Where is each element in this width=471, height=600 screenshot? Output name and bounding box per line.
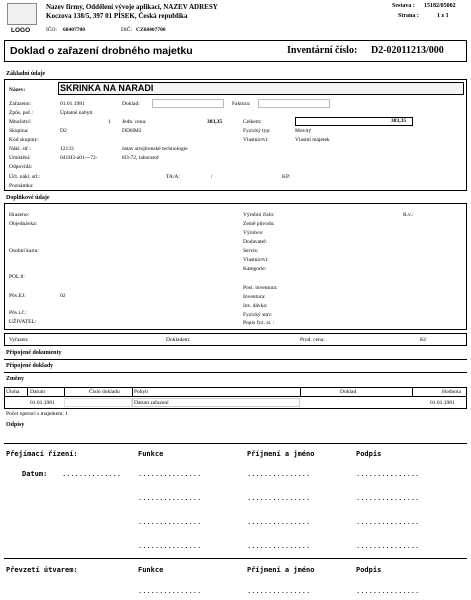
posl-inventura-label: Posl. inventura: xyxy=(243,285,278,291)
kategorie-label: Kategorie: xyxy=(243,266,267,272)
col-divider xyxy=(27,387,28,396)
fyz-typ-label: Fyzický typ: xyxy=(243,128,271,134)
popis-fyz-label: Popis fyz. st. : xyxy=(243,320,275,326)
dots-datum: .............. xyxy=(62,470,122,478)
logo: LOGO xyxy=(11,27,31,34)
dots-podpis-1: ............... xyxy=(356,470,420,478)
dots-prijmeni-4: ............... xyxy=(247,542,311,550)
col-divider xyxy=(412,387,413,396)
strana-label: Strana : xyxy=(398,13,419,19)
prejimaci-label: Přejímací řízení: xyxy=(6,450,78,458)
nazev-value: SKRINKA NA NARADI xyxy=(60,83,154,93)
zakladni-box xyxy=(4,79,467,191)
podpis-header-2: Podpis xyxy=(356,566,382,574)
col-header-pohyb: Pohyb xyxy=(134,389,149,395)
row-cislo-field xyxy=(64,398,132,407)
fyz-stav-label: Fyzický stav: xyxy=(243,312,273,318)
umisteni-desc: H3-72, laboratoř xyxy=(122,155,159,161)
row-pohyb: Datum zařazení xyxy=(134,400,169,406)
dots-prijmeni-3: ............... xyxy=(247,518,311,526)
doklad-field xyxy=(152,99,224,108)
kod-skup-label: Kód skupiny: xyxy=(9,137,39,143)
datum-label: Datum: xyxy=(22,470,48,478)
zarazeno-label: Zařazeno: xyxy=(9,101,31,107)
section-doplnkove: Doplňkové údaje xyxy=(6,195,50,201)
col-header-doklad: Doklad xyxy=(340,389,357,395)
kc-label: Kč xyxy=(420,337,427,343)
faktura-field xyxy=(258,99,330,108)
logo-box xyxy=(7,3,37,25)
zarazeno-value: 01.01.1981 xyxy=(60,101,85,107)
sig-mid-line xyxy=(4,558,467,559)
company-line1: Nazev firmy, Oddělení vývoje aplikací, NAZEV ADRESY xyxy=(46,3,218,11)
section-zmeny: Změny xyxy=(6,376,24,382)
vyrobce-label: Výrobce: xyxy=(243,230,264,236)
nakl-stred-desc: ústav strojírenské technologie xyxy=(122,146,188,152)
inv-label: Inventární číslo: xyxy=(287,45,358,56)
rv-label: R.v.: xyxy=(403,212,414,218)
doc-title: Doklad o zařazení drobného majetku xyxy=(10,45,193,57)
skupina-code: DDHM2 xyxy=(122,128,142,134)
vlastnictvi-value: Vlastní majetek xyxy=(295,137,330,143)
vlastnictvi2-label: Vlastnictví: xyxy=(243,257,269,263)
prijmeni-header-2: Příjmení a jméno xyxy=(247,566,315,574)
nazev-label: Název: xyxy=(9,87,26,93)
vyrobni-cislo-label: Výrobní číslo: xyxy=(243,212,275,218)
zpusob-label: Způs. poř.: xyxy=(9,110,33,116)
section-pripojene-doklady: Připojené doklady xyxy=(6,363,54,369)
dots-podpis-3: ............... xyxy=(356,518,420,526)
dots-funkce-3: ............... xyxy=(138,518,202,526)
dodavatel-label: Dodavatel: xyxy=(243,239,268,245)
umisteni-label: Umístění: xyxy=(9,155,31,161)
sig-top-line xyxy=(4,443,467,444)
section-zakladni: Základní údaje xyxy=(6,71,46,77)
jedn-cena-label: Jedn. cena: xyxy=(122,119,147,125)
dic-value: CZ68407700 xyxy=(136,27,166,33)
jedn-cena-value: 383,35 xyxy=(207,119,223,125)
poznamka-label: Poznámka: xyxy=(9,183,34,189)
prevzeti-label: Převzetí útvarem: xyxy=(6,566,78,574)
dots-funkce-4: ............... xyxy=(138,542,202,550)
funkce-header-2: Funkce xyxy=(138,566,164,574)
vyrazen-label: Vyřazen: xyxy=(9,337,29,343)
zpusob-value: Úplatně nabytí xyxy=(60,110,93,116)
inv-davka-label: Inv. dávka: xyxy=(243,303,268,309)
col-header-cislo: Číslo dokladu xyxy=(89,389,120,395)
dots-podpis-2: ............... xyxy=(356,494,420,502)
inventura-label: Inventura: xyxy=(243,294,266,300)
operations-count: Počet operací s majetkem: 1 xyxy=(6,411,69,417)
col-header-hodnota: Hodnota xyxy=(442,389,461,395)
ta-sep: / xyxy=(211,174,213,180)
puv-ej-label: Pův.EJ: xyxy=(9,293,26,299)
col-header-uloha: Úloha xyxy=(6,389,20,395)
celkem-value: 383,35 xyxy=(391,118,407,124)
mnozstvi-value: 1 xyxy=(108,119,111,125)
vyrazeni-box xyxy=(4,333,467,346)
mnozstvi-label: Množství: xyxy=(9,119,32,125)
dots-funkce-1: ............... xyxy=(138,470,202,478)
funkce-header-1: Funkce xyxy=(138,450,164,458)
puv-ej-value: 02 xyxy=(60,293,66,299)
zeme-label: Země původu: xyxy=(243,221,275,227)
vlastnictvi-label: Vlastnictví: xyxy=(243,137,269,143)
divider xyxy=(4,372,467,373)
doklad-label: Doklad: xyxy=(122,101,140,107)
dots-prijmeni-5: ............... xyxy=(247,587,311,595)
doplnkove-box xyxy=(4,203,467,330)
company-line2: Koczova 138/5, 397 01 PÍSEK, Česká republika xyxy=(46,12,188,20)
servis-label: Servis: xyxy=(243,248,259,254)
inv-value: D2-02011213/000 xyxy=(371,45,444,56)
dots-prijmeni-1: ............... xyxy=(247,470,311,478)
uc-nakl-label: Účt. nákl. stř.: xyxy=(9,174,41,180)
skupina-value: D2 xyxy=(60,128,67,134)
section-pripojene-dokumenty: Připojené dokumenty xyxy=(6,350,62,356)
prijmeni-header-1: Příjmení a jméno xyxy=(247,450,315,458)
odpovida-label: Odpovídá: xyxy=(9,164,33,170)
sestava-label: Sestava : xyxy=(392,3,415,9)
dots-funkce-5: ............... xyxy=(138,587,202,595)
pol-label: POL 8: xyxy=(9,274,25,280)
row-hodnota: 01.01.1981 xyxy=(430,400,455,406)
skupina-label: Skupina: xyxy=(9,128,29,134)
col-divider xyxy=(64,387,65,396)
col-header-datum: Datum xyxy=(30,389,45,395)
fyz-typ-value: Movitý xyxy=(295,128,312,134)
dots-funkce-2: ............... xyxy=(138,494,202,502)
puv-ic-label: Pův.i.č.: xyxy=(9,310,27,316)
sestava-value: 15182/05002 xyxy=(424,3,456,9)
ico-value: 68407700 xyxy=(63,27,85,33)
objednavka-label: Objednávka: xyxy=(9,221,38,227)
nakl-stred-value: 12133 xyxy=(60,146,74,152)
divider xyxy=(4,359,467,360)
nakl-stred-label: Nákl. stř.: xyxy=(9,146,31,152)
section-odpisy: Odpisy xyxy=(6,422,25,428)
ico-label: IČO: xyxy=(46,27,57,33)
faktura-label: Faktura: xyxy=(232,101,251,107)
podpis-header-1: Podpis xyxy=(356,450,382,458)
row-datum: 01.01.1981 xyxy=(30,400,55,406)
dots-prijmeni-2: ............... xyxy=(247,494,311,502)
osobni-karta-label: Osobní karta: xyxy=(9,248,39,254)
ta-label: TA/A: xyxy=(166,174,180,180)
prod-cena-label: Prod. cena: xyxy=(300,337,325,343)
strana-value: 1 z 1 xyxy=(437,13,449,19)
dots-podpis-4: ............... xyxy=(356,542,420,550)
col-divider xyxy=(300,387,301,396)
col-divider xyxy=(132,387,133,396)
dokladem-label: Dokladem: xyxy=(166,337,191,343)
umisteni-value: 041H3-a01---72- xyxy=(60,155,98,161)
dots-podpis-5: ............... xyxy=(356,587,420,595)
hrazeno-label: Hrazeno: xyxy=(9,212,30,218)
table-header-divider xyxy=(4,396,467,397)
kp-label: KP: xyxy=(282,174,291,180)
celkem-label: Celkem: xyxy=(243,119,262,125)
dic-label: DIČ: xyxy=(121,27,132,33)
uzivatel-label: UŽIVATEL: xyxy=(9,319,37,325)
